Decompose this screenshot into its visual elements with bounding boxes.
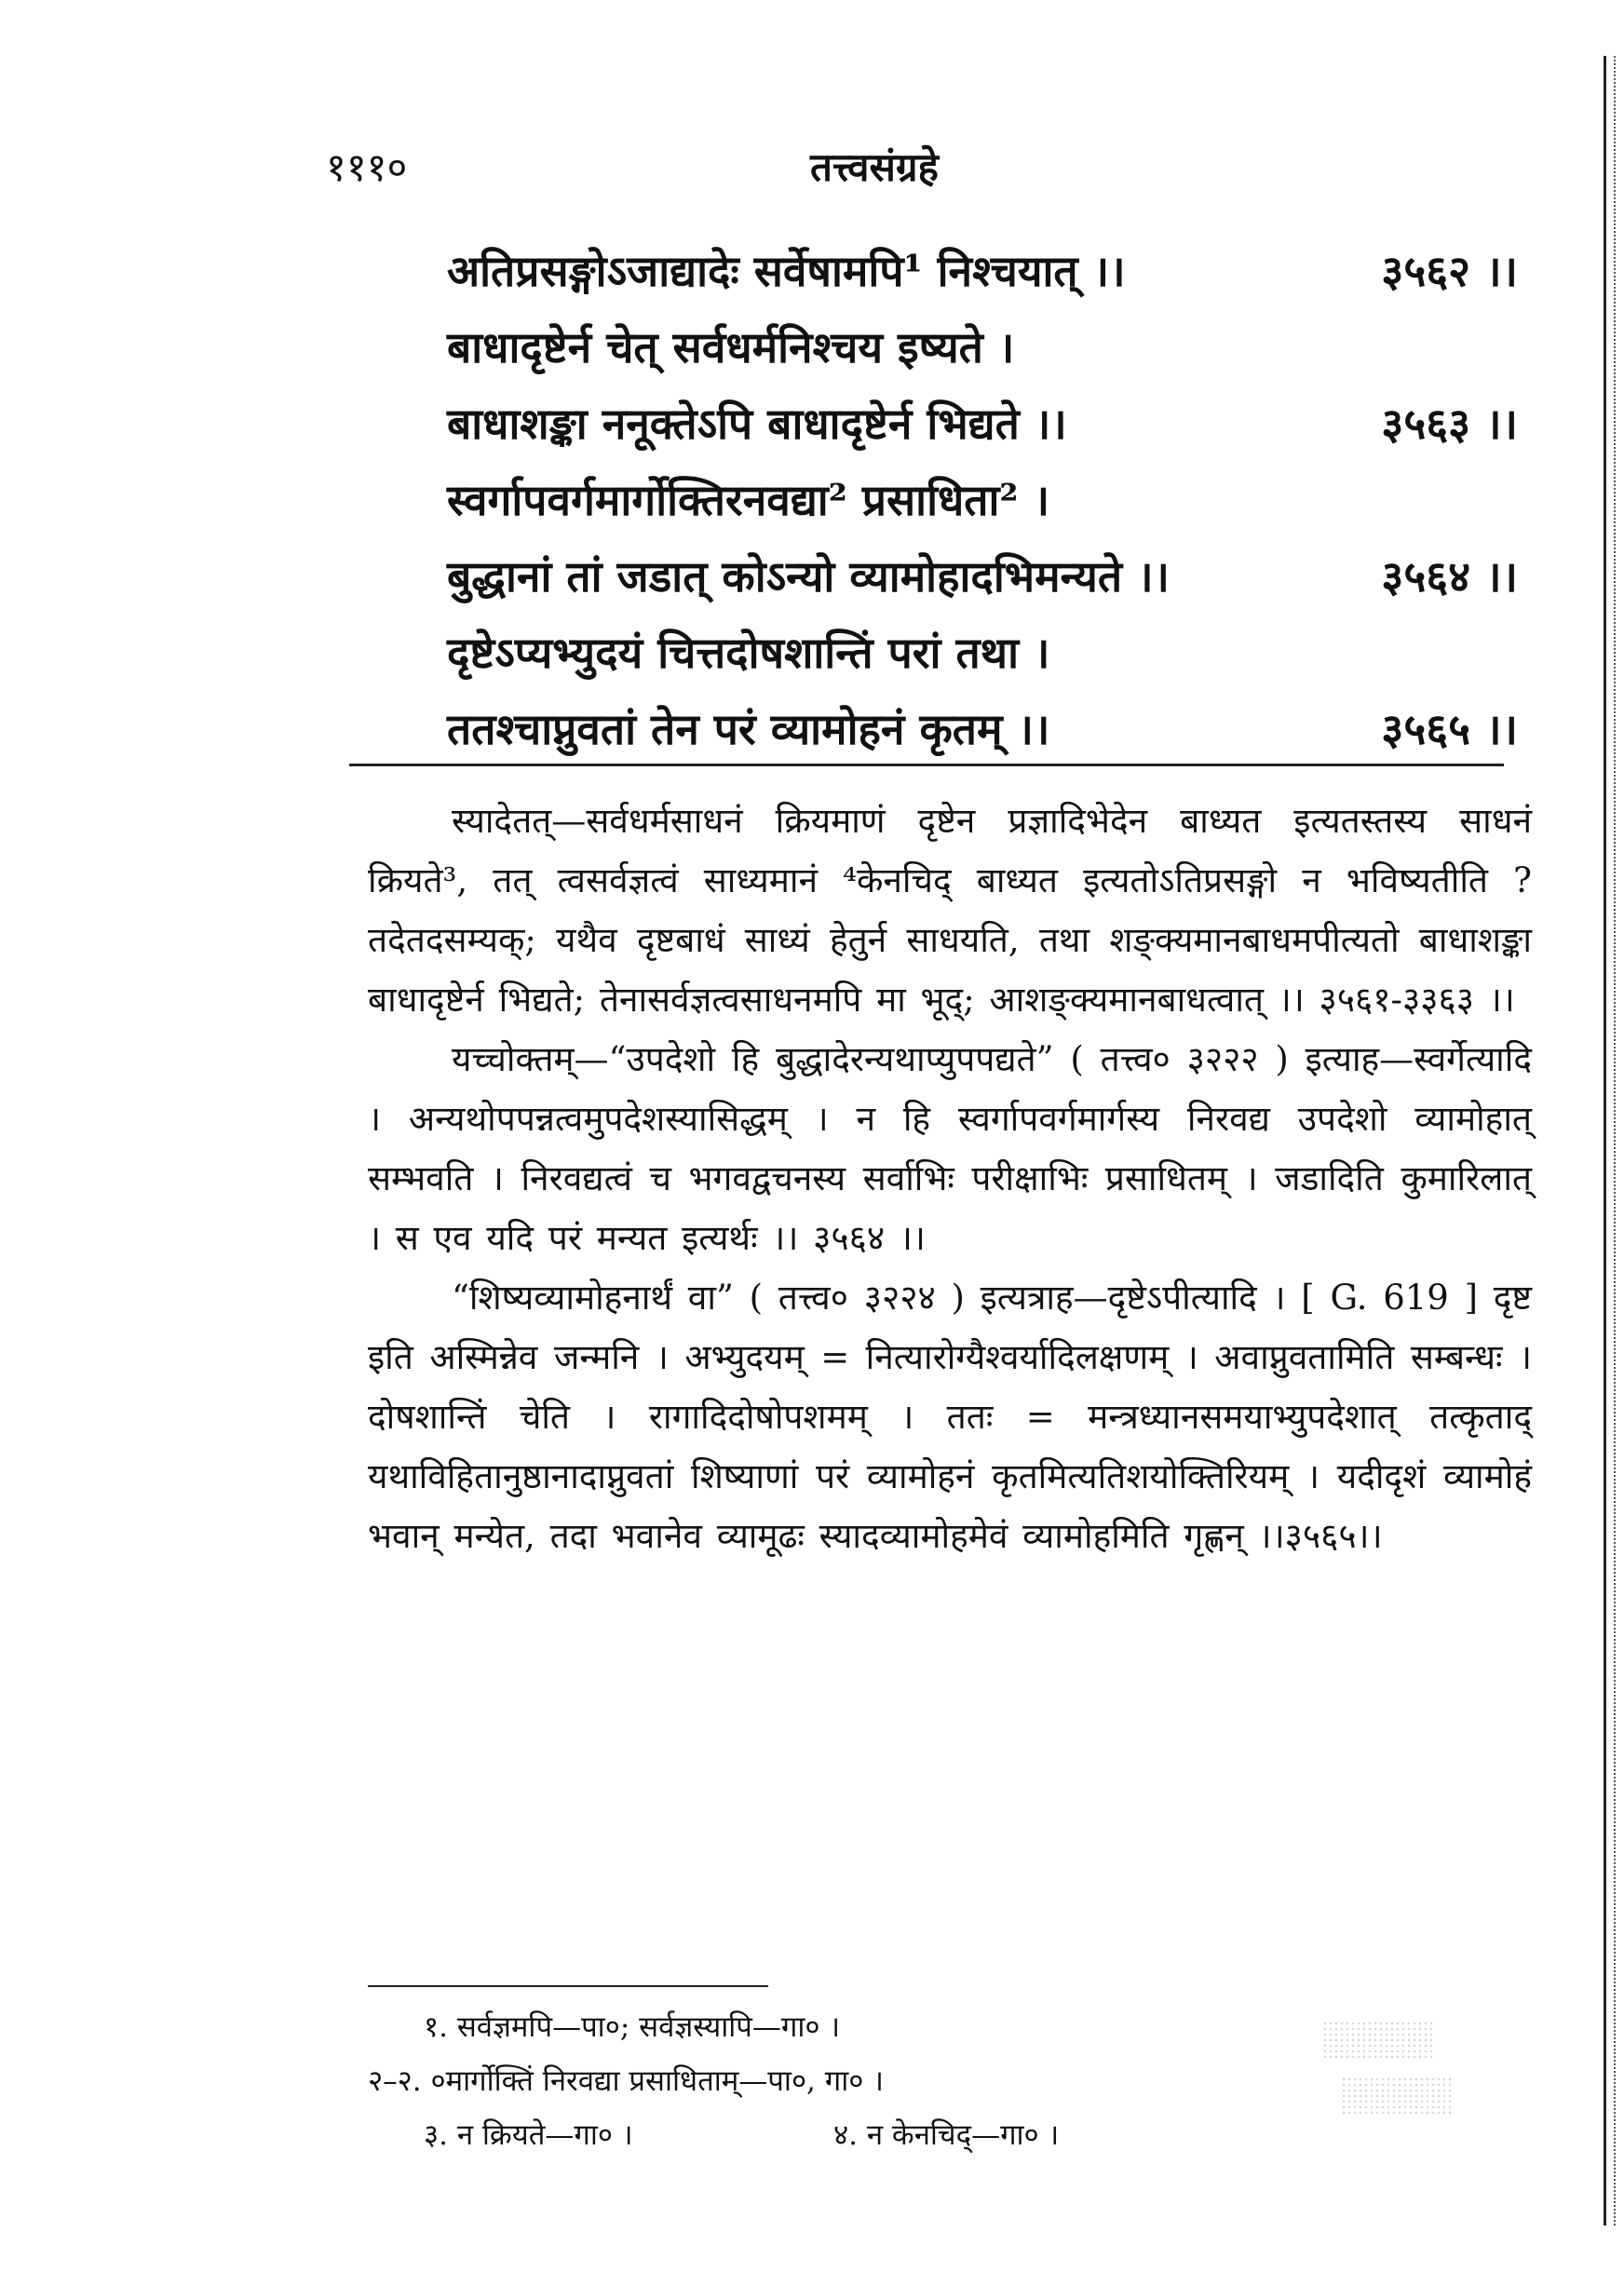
- verse-text: दृष्टेऽप्यभ्युदयं चित्तदोषशान्तिं परां तथा ।: [447, 628, 1050, 678]
- commentary-paragraph: स्यादेतत्—सर्वधर्मसाधनं क्रियमाणं दृष्टेन प्रज्ञादिभेदेन बाध्यत इत्यतस्तस्य साधनं क्रियते³, तत् त्वसर्वज्ञत्वं साध्यमानं ⁴केनचिद् बाध्यत इत्यतोऽतिप्रसङ्गो न भविष्यतीति ? तदेतदसम्यक्; यथैव दृष्टबाधं साध्यं हेतुर्न साधयति, तथा शङ्क्यमानबाधमपीत्यतो बाधाशङ्का बाधादृष्टेर्न भिद्यते; तेनासर्वज्ञत्वसाधनमपि मा भूद्; आशङ्क्यमानबाधत्वात् ।। ३५६१-३३६३ ।।: [368, 801, 1532, 1020]
- verse-text: अतिप्रसङ्गोऽजाद्यादेः सर्वेषामपि¹ निश्चयात् ।।: [447, 246, 1126, 296]
- verse-line: [447, 691, 1518, 767]
- verse-number: ३५६२ ।।: [1381, 246, 1518, 296]
- commentary: [368, 791, 1532, 1566]
- verse-commentary-divider: [349, 764, 1504, 766]
- commentary-paragraph: यच्चोक्तम्—“उपदेशो हि बुद्धादेरन्यथाप्युपपद्यते” ( तत्त्व० ३२२२ ) इत्याह—स्वर्गेत्यादि । अन्यथोपपन्नत्वमुपदेशस्यासिद्धम् । न हि स्वर्गापवर्गमार्गस्य निरवद्य उपदेशो व्यामोहात् सम्भवति । निरवद्यत्वं च भगवद्वचनस्य सर्वाभिः परीक्षाभिः प्रसाधितम् । जडादिति कुमारिलात् । स एव यदि परं मन्यत इत्यर्थः ।। ३५६४ ।।: [368, 1039, 1532, 1258]
- verse-number: ३५६३ ।।: [1381, 399, 1518, 449]
- verse-text: ततश्चाप्नुवतां तेन परं व्यामोहनं कृतम् ।।: [447, 704, 1050, 754]
- verse-line: [447, 615, 1518, 691]
- verse-line: [447, 462, 1518, 538]
- page-binding-edge: [1604, 56, 1616, 2225]
- running-title: तत्त्वसंग्रहे: [810, 144, 939, 190]
- footnote: ४. न केनचिद्—गा० ।: [833, 2118, 1060, 2152]
- page-header: [326, 140, 1490, 205]
- verse-line: [447, 233, 1518, 309]
- verse-text: बुद्धानां तां जडात् कोऽन्यो व्यामोहादभिमन्यते ।।: [447, 551, 1170, 602]
- page-number: १११०: [326, 144, 408, 190]
- scan-noise: [1322, 2021, 1434, 2058]
- footnote: १. सर्वज्ञमपि—पा०; सर्वज्ञस्यापि—गा० ।: [424, 2010, 841, 2044]
- verse-text: स्वर्गापवर्गमार्गोक्तिरनवद्या² प्रसाधिता² ।: [447, 475, 1050, 525]
- verse-line: [447, 309, 1518, 386]
- footnote: ३. न क्रियते—गा० ।: [424, 2118, 633, 2152]
- footnote-row: [368, 2108, 1392, 2162]
- verse-block: [447, 233, 1518, 767]
- footnotes: [368, 2000, 1392, 2162]
- verse-text: बाधाशङ्का ननूक्तेऽपि बाधादृष्टेर्न भिद्यते ।।: [447, 399, 1067, 449]
- verse-text: बाधादृष्टेर्न चेत् सर्वधर्मनिश्चय इष्यते ।: [447, 322, 1015, 372]
- commentary-paragraph: “शिष्यव्यामोहनार्थं वा” ( तत्त्व० ३२२४ ) इत्यत्राह—दृष्टेऽपीत्यादि । [ G. 619 ] दृष्ट इति अस्मिन्नेव जन्मनि । अभ्युदयम् = नित्यारोग्यैश्वर्यादिलक्षणम् । अवाप्नुवतामिति सम्बन्धः । दोषशान्तिं चेति । रागादिदोषोपशमम् । ततः = मन्त्रध्यानसमयाभ्युपदेशात् तत्कृताद् यथाविहितानुष्ठानादाप्नुवतां शिष्याणां परं व्यामोहनं कृतमित्यतिशयोक्तिरियम् । यदीदृशं व्यामोहं भवान् मन्येत, तदा भवानेव व्यामूढः स्यादव्यामोहमेवं व्यामोहमिति गृह्णन् ।।३५६५।।: [368, 1278, 1532, 1556]
- footnote: २–२. ०मार्गोक्तिं निरवद्या प्रसाधिताम्—पा०, गा० ।: [368, 2064, 884, 2098]
- verse-line: [447, 386, 1518, 462]
- verse-line: [447, 538, 1518, 615]
- scan-noise: [1341, 2076, 1453, 2114]
- verse-number: ३५६४ ।।: [1381, 551, 1518, 602]
- footnote-divider: [368, 1985, 768, 1987]
- verse-number: ३५६५ ।।: [1381, 704, 1518, 754]
